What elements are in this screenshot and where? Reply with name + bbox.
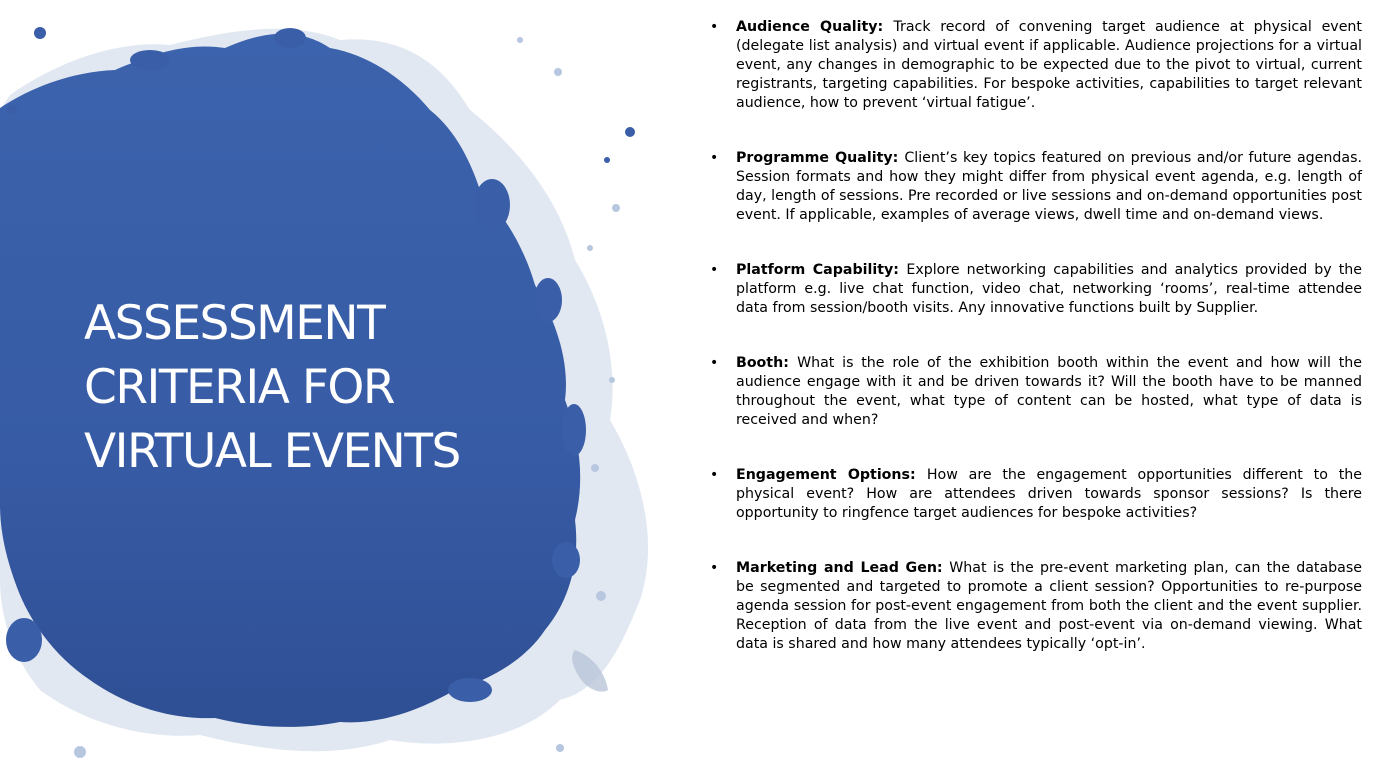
criterion-text: Client’s key topics featured on previous and/or future agendas. Session formats and how they might differ from physical event agenda, e.g. length of day, length of sessions. Pre recorded or live sessions and on-demand opportunities post event. If applicable, examples of average views, dwell time and on-demand views. [736,150,1362,223]
criterion-audience-quality [708,18,1362,113]
bullet-icon: • [710,150,719,166]
bullet-icon: • [710,19,719,35]
bullet-icon: • [710,560,719,576]
criterion-heading: Audience Quality: [736,19,894,35]
bullet-icon: • [710,355,719,371]
criterion-booth [708,354,1362,430]
slide-title: ASSESSMENT CRITERIA FOR VIRTUAL EVENTS [84,296,460,479]
bullet-icon: • [710,262,719,278]
criterion-text: Track record of convening target audience at physical event (delegate list analysis) and virtual event if applicable. Audience projections for a virtual event, any changes in demographic to be expected due to the pivot to virtual, current registrants, targeting capabilities. For bespoke activities, capabilities to target relevant audience, how to prevent ‘virtual fatigue’. [736,19,1362,111]
criterion-marketing-lead-gen [708,559,1362,654]
criterion-text: Explore networking capabilities and analytics provided by the platform e.g. live chat function, video chat, networking ‘rooms’, real-time attendee data from session/booth visits. Any innovative functions built by Supplier. [736,262,1362,316]
criterion-heading: Booth: [736,355,798,371]
criterion-text: How are the engagement opportunities different to the physical event? How are attendees driven towards sponsor sessions? Is there opportunity to ringfence target audiences for bespoke activities? [736,467,1362,521]
criterion-engagement-options [708,466,1362,523]
criterion-heading: Marketing and Lead Gen: [736,560,950,576]
criterion-platform-capability [708,261,1362,318]
criterion-heading: Engagement Options: [736,467,927,483]
criterion-text: What is the role of the exhibition booth within the event and how will the audience engage with it and be driven towards it? Will the booth have to be manned throughout the event, what type of content can be hosted, what type of data is received and when? [736,355,1362,428]
criteria-list [708,18,1362,690]
criterion-heading: Platform Capability: [736,262,907,278]
criterion-text: What is the pre-event marketing plan, can the database be segmented and targeted to promote a client session? Opportunities to re-purpose agenda session for post-event engagement from both the client and the event supplier. Reception of data from the live event and post-event via on-demand viewing. What data is shared and how many attendees typically ‘opt-in’. [736,560,1362,652]
criterion-programme-quality [708,149,1362,225]
criterion-heading: Programme Quality: [736,150,905,166]
bullet-icon: • [710,467,719,483]
